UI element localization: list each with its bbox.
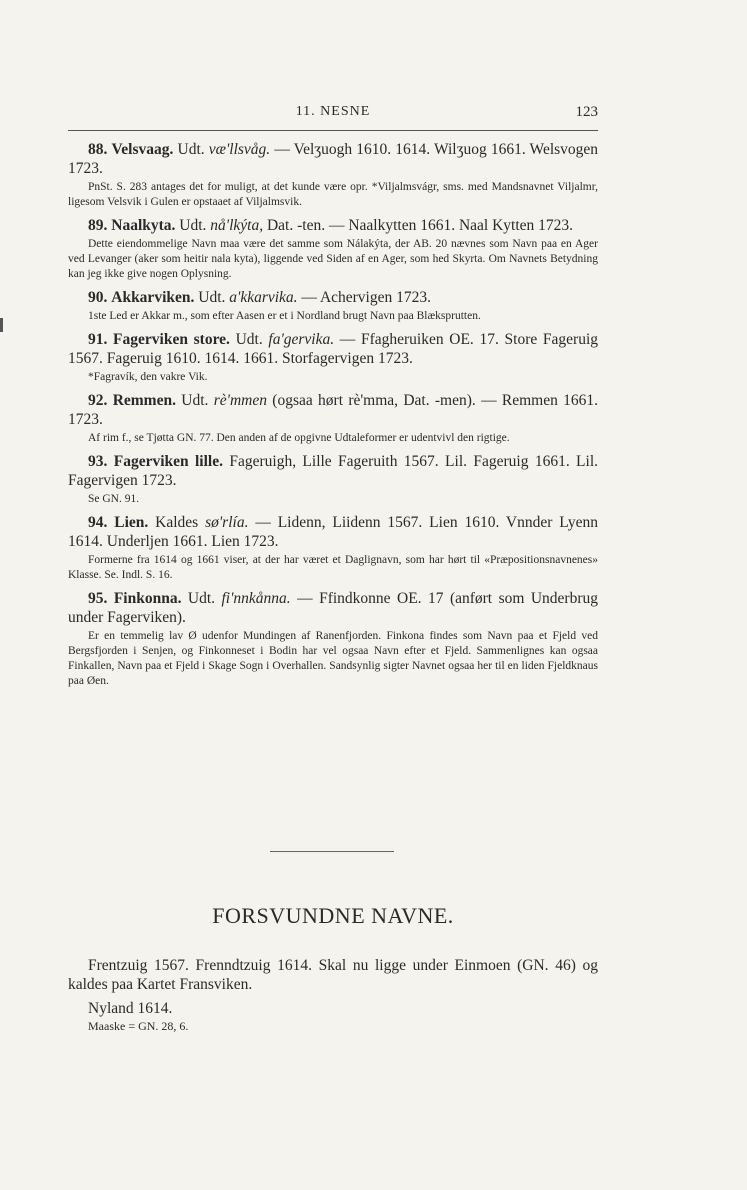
lost-name-paragraph: Frentzuig 1567. Frenndtzuig 1614. Skal nu ligge under Einmoen (GN. 46) og kaldes paa Kartet Fransviken. bbox=[68, 957, 598, 993]
entry-lead: Udt. bbox=[179, 217, 207, 234]
section-title: FORSVUNDNE NAVNE. bbox=[212, 903, 454, 928]
entry-note: Se GN. 91. bbox=[88, 493, 140, 505]
entry-number: 92. bbox=[88, 392, 108, 409]
pronunciation: nå'lkýta, bbox=[210, 217, 264, 234]
entry-note: *Fagravík, den vakre Vik. bbox=[88, 371, 208, 383]
place-name: Naalkyta. bbox=[111, 217, 176, 234]
entry-number: 94. bbox=[88, 514, 108, 531]
entry-lead: Fageruigh, Lille Fageruith 1567. Lil. Fageruig 1661. Lil. Fagervigen 1723. bbox=[68, 453, 599, 489]
entry-text bbox=[68, 513, 598, 551]
entry-note: PnSt. S. 283 antages det for muligt, at det kunde være opr. *Viljalmsvágr, sms. med Mandsnavnet Viljalmr, ligesom Velsvik i Gulen er opstaaet af Viljalmsvik. bbox=[68, 181, 598, 208]
entry-text bbox=[68, 288, 598, 307]
page-number: 123 bbox=[575, 104, 598, 120]
running-header bbox=[68, 104, 598, 131]
place-entry bbox=[68, 391, 598, 446]
place-name: Lien. bbox=[114, 514, 149, 531]
entry-forms: — Velʒuogh 1610. 1614. Wilʒuog 1661. Welsvogen 1723. bbox=[68, 141, 599, 177]
entry-text bbox=[68, 140, 598, 178]
section-divider bbox=[270, 851, 394, 852]
entry-number: 89. bbox=[88, 217, 108, 234]
entry-lead: Udt. bbox=[198, 289, 226, 306]
entry-text bbox=[68, 216, 598, 235]
entry-forms: — Ffindkonne OE. 17 (anført som Underbrug under Fagerviken). bbox=[68, 590, 599, 626]
pronunciation: fi'nnkånna. bbox=[221, 590, 291, 607]
lost-name-paragraph: Nyland 1614. bbox=[88, 1000, 173, 1017]
entry-lead: Udt. bbox=[177, 141, 205, 158]
chapter-title: 11. NESNE bbox=[295, 104, 371, 119]
place-entry bbox=[68, 330, 598, 385]
lost-name-note: Maaske = GN. 28, 6. bbox=[88, 1019, 189, 1033]
entry-note: Af rim f., se Tjøtta GN. 77. Den anden af de opgivne Udtaleformer er udentvivl den rigtige. bbox=[88, 432, 510, 444]
place-entry bbox=[68, 288, 598, 324]
lost-names-section bbox=[68, 956, 598, 1034]
pronunciation: fa'gervika. bbox=[268, 331, 335, 348]
entry-forms: (ogsaa hørt rè'mma, Dat. -men). — Remmen 1661. 1723. bbox=[68, 392, 599, 428]
entry-text bbox=[68, 391, 598, 429]
entry-list bbox=[68, 140, 598, 695]
entry-lead: Kaldes bbox=[155, 514, 199, 531]
entry-text bbox=[68, 452, 598, 490]
entry-number: 95. bbox=[88, 590, 108, 607]
entry-note: Er en temmelig lav Ø udenfor Mundingen af Ranenfjorden. Finkona findes som Navn paa et Fjeld ved Bergsfjorden i Senjen, og Finkonneset i Bodin har vel ogsaa Navn efter et Fjeld. Sammenlignes kan ogsaa Finkallen, Navn paa et Fjeld i Skage Sogn i Overhallen. Sandsynlig sigter Navnet ogsaa her til en liden Fjeldknaus paa Øen. bbox=[68, 630, 598, 687]
pronunciation: væ'llsvåg. bbox=[208, 141, 271, 158]
place-name: Finkonna. bbox=[113, 590, 182, 607]
entry-number: 93. bbox=[88, 453, 108, 470]
entry-number: 91. bbox=[88, 331, 108, 348]
entry-lead: Udt. bbox=[187, 590, 216, 607]
place-name: Remmen. bbox=[112, 392, 176, 409]
place-name: Akkarviken. bbox=[111, 289, 195, 306]
pronunciation: sø'rlía. bbox=[205, 514, 249, 531]
pronunciation: a'kkarvika. bbox=[229, 289, 298, 306]
place-entry bbox=[68, 140, 598, 210]
entry-lead: Udt. bbox=[181, 392, 209, 409]
entry-number: 90. bbox=[88, 289, 108, 306]
entry-forms: — Ffagheruiken OE. 17. Store Fageruig 1567. Fageruig 1610. 1614. 1661. Storfagervigen 1723. bbox=[68, 331, 599, 367]
entry-forms: — Lidenn, Liidenn 1567. Lien 1610. Vnnder Lyenn 1614. Underljen 1661. Lien 1723. bbox=[68, 514, 599, 550]
entry-note: Dette eiendommelige Navn maa være det samme som Nálakýta, der AB. 20 nævnes som Navn paa en Ager ved Levanger (aker som heitir nala kyta), liggende ved Siden af en Ager, som hed Skyrta. Om Navnets Betydning kan jeg ikke give nogen Oplysning. bbox=[68, 238, 598, 280]
place-name: Fagerviken store. bbox=[113, 331, 230, 348]
entry-number: 88. bbox=[88, 141, 108, 158]
entry-note: 1ste Led er Akkar m., som efter Aasen er et i Nordland brugt Navn paa Blæksprutten. bbox=[88, 310, 481, 322]
margin-mark bbox=[0, 318, 3, 332]
place-entry bbox=[68, 513, 598, 583]
place-entry bbox=[68, 589, 598, 689]
entry-forms: Dat. -ten. — Naalkytten 1661. Naal Kytten 1723. bbox=[266, 217, 574, 234]
place-name: Velsvaag. bbox=[111, 141, 174, 158]
entry-forms: — Achervigen 1723. bbox=[301, 289, 431, 306]
entry-text bbox=[68, 330, 598, 368]
place-entry bbox=[68, 452, 598, 507]
place-name: Fagerviken lille. bbox=[113, 453, 223, 470]
entry-note: Formerne fra 1614 og 1661 viser, at der har været et Daglignavn, som har hørt til «Præpositionsnavnenes» Klasse. Se. Indl. S. 16. bbox=[68, 554, 598, 581]
pronunciation: rè'mmen bbox=[213, 392, 267, 409]
entry-text bbox=[68, 589, 598, 627]
place-entry bbox=[68, 216, 598, 282]
entry-lead: Udt. bbox=[235, 331, 263, 348]
